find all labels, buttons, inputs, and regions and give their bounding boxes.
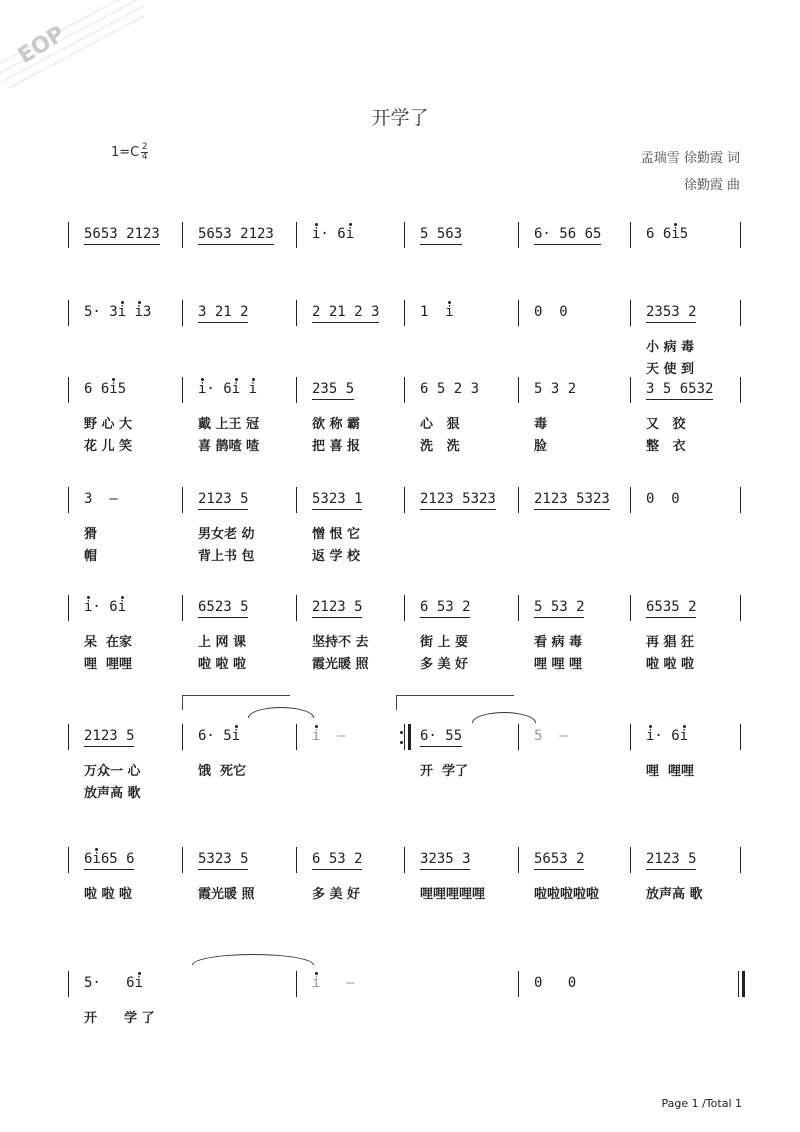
octave-dot: [235, 725, 238, 728]
lyric-text: 喜 鹊喳 喳: [198, 439, 260, 454]
barline: [740, 595, 741, 621]
beam-line: [84, 746, 134, 747]
beam-line: [534, 244, 601, 245]
octave-dot: [252, 378, 255, 381]
measure-notes: 3 5 6532: [646, 381, 714, 397]
tie-arc: [472, 712, 536, 723]
barline: [518, 971, 519, 997]
beam-line: [312, 322, 379, 323]
measure-notes: 5653 2123: [198, 226, 274, 242]
measure-notes: 6 6i5: [84, 381, 127, 397]
lyric-text: 看 病 毒: [534, 635, 583, 650]
time-signature: [141, 143, 148, 162]
beam-line: [420, 509, 496, 510]
measure-notes: 3235 3: [420, 851, 471, 867]
barline: [68, 595, 69, 621]
barline: [518, 300, 519, 326]
barline: [68, 847, 69, 873]
lyric-text: 霞光暖 照: [312, 657, 369, 672]
lyric-text: 啦啦啦啦啦: [534, 887, 600, 902]
barline: [182, 595, 183, 621]
barline: [404, 724, 405, 750]
measure-notes: i· 6i: [84, 599, 127, 615]
lyric-text: 哩 哩 哩: [534, 657, 583, 672]
measure-notes: 5653 2: [534, 851, 585, 867]
measure-notes: 3 –: [84, 491, 118, 507]
lyric-text: 放声高 歌: [84, 786, 141, 801]
barline: [296, 847, 297, 873]
tie-arc: [192, 954, 314, 965]
barline: [740, 377, 741, 403]
octave-dot: [649, 725, 652, 728]
barline: [182, 487, 183, 513]
barline: [404, 300, 405, 326]
measure-notes: 6523 5: [198, 599, 249, 615]
barline: [630, 847, 631, 873]
beam-line: [420, 746, 462, 747]
barline: [68, 487, 69, 513]
lyric-text: 帽: [84, 549, 98, 564]
measure-notes: 2123 5: [312, 599, 363, 615]
song-title: 开学了: [371, 107, 429, 129]
measure-notes: 0 0: [534, 975, 577, 991]
lyric-text: 万众一 心: [84, 764, 141, 779]
measure-notes: 3 21 2: [198, 304, 249, 320]
barline: [182, 222, 183, 248]
measure-notes: 5323 1: [312, 491, 363, 507]
lyric-text: 霞光暖 照: [198, 887, 255, 902]
lyric-text: 多 美 好: [420, 657, 469, 672]
beam-line: [84, 244, 160, 245]
measure-notes: 5 53 2: [534, 599, 585, 615]
measure-notes: 5653 2123: [84, 226, 160, 242]
beam-line: [84, 869, 134, 870]
barline: [740, 724, 741, 750]
lyric-text: 猾: [84, 527, 98, 542]
volta-bracket-1: [182, 695, 290, 710]
beam-line: [646, 869, 696, 870]
barline: [182, 724, 183, 750]
measure-notes: 6 6i5: [646, 226, 689, 242]
lyric-text: 又 狡: [646, 417, 686, 432]
lyric-text: 心 狠: [420, 417, 460, 432]
lyric-text: 哩 哩哩: [84, 657, 133, 672]
barline: [296, 377, 297, 403]
repeat-dot: [400, 741, 403, 744]
lyric-text: 把 喜 报: [312, 439, 361, 454]
measure-notes: 5· 6i: [84, 975, 144, 991]
octave-dot: [315, 223, 318, 226]
measure-notes: 6· 55: [420, 728, 463, 744]
lyric-text: 脸: [534, 439, 548, 454]
measure-notes: 6· 56 65: [534, 226, 602, 242]
lyric-text: 饿 死它: [198, 764, 247, 779]
barline: [738, 971, 739, 997]
lyric-text: 小 病 毒: [646, 340, 695, 355]
octave-dot: [121, 596, 124, 599]
lyric-text: 男女老 幼: [198, 527, 255, 542]
measure-notes: 2 21 2 3: [312, 304, 380, 320]
lyric-text: 坚持不 去: [312, 635, 369, 650]
barline: [296, 971, 297, 997]
measure-notes: 5 –: [534, 728, 568, 744]
key-label: 1=C: [111, 145, 140, 160]
beam-line: [198, 322, 248, 323]
repeat-dot: [400, 731, 403, 734]
lyric-text: 戴 上王 冠: [198, 417, 260, 432]
lyric-text: 憎 恨 它: [312, 527, 361, 542]
beam-line: [420, 617, 470, 618]
barline: [68, 971, 69, 997]
lyric-text: 背上书 包: [198, 549, 255, 564]
measure-notes: i –: [312, 975, 355, 991]
lyric-text: 再 猖 狂: [646, 635, 695, 650]
measure-notes: 2123 5: [646, 851, 697, 867]
eop-watermark-logo: [0, 0, 144, 88]
barline: [296, 300, 297, 326]
measure-notes: i· 6i i: [198, 381, 258, 397]
measure-notes: 5 3 2: [534, 381, 577, 397]
barline: [630, 222, 631, 248]
lyric-text: 返 学 校: [312, 549, 361, 564]
time-numerator: 2: [141, 142, 148, 152]
measure-notes: 2123 5: [84, 728, 135, 744]
barline: [518, 595, 519, 621]
beam-line: [534, 617, 584, 618]
measure-notes: 6 5 2 3: [420, 381, 480, 397]
barline: [630, 487, 631, 513]
measure-notes: 6· 5i: [198, 728, 241, 744]
barline: [518, 222, 519, 248]
octave-dot: [674, 223, 677, 226]
measure-notes: 2123 5323: [420, 491, 496, 507]
measure-notes: 6 53 2: [420, 599, 471, 615]
measure-notes: 2353 2: [646, 304, 697, 320]
measure-notes: 6 53 2: [312, 851, 363, 867]
octave-dot: [683, 725, 686, 728]
lyric-text: 天 使 到: [646, 362, 695, 377]
beam-line: [646, 617, 696, 618]
octave-dot: [138, 301, 141, 304]
volta-bracket-2: [396, 695, 514, 710]
lyric-text: 花 儿 笑: [84, 439, 133, 454]
barline: [182, 377, 183, 403]
measure-notes: 0 0: [534, 304, 568, 320]
lyric-text: 上 网 课: [198, 635, 247, 650]
lyric-text: 多 美 好: [312, 887, 361, 902]
beam-line: [534, 869, 584, 870]
measure-notes: 1 i: [420, 304, 454, 320]
barline: [404, 847, 405, 873]
octave-dot: [349, 223, 352, 226]
composer-credit: 徐勤霞 曲: [683, 178, 740, 193]
barline: [404, 595, 405, 621]
repeat-barline: [408, 724, 411, 750]
measure-notes: 6535 2: [646, 599, 697, 615]
barline: [68, 300, 69, 326]
barline: [518, 377, 519, 403]
octave-dot: [95, 848, 98, 851]
beam-line: [646, 399, 713, 400]
barline: [68, 222, 69, 248]
final-barline: [742, 971, 745, 997]
lyric-text: 欲 称 霸: [312, 417, 361, 432]
barline: [182, 847, 183, 873]
lyric-text: 哩哩哩哩哩: [420, 887, 486, 902]
lyric-text: 啦 啦 啦: [198, 657, 247, 672]
octave-dot: [315, 972, 318, 975]
beam-line: [198, 244, 274, 245]
barline: [68, 724, 69, 750]
beam-line: [312, 509, 362, 510]
beam-line: [312, 869, 362, 870]
octave-dot: [448, 301, 451, 304]
lyric-text: 整 衣: [646, 439, 686, 454]
barline: [740, 487, 741, 513]
measure-notes: 5323 5: [198, 851, 249, 867]
lyricist-credit: 孟瑞雪 徐勤霞 词: [640, 151, 740, 166]
beam-line: [198, 509, 248, 510]
barline: [296, 724, 297, 750]
key-signature: [111, 143, 148, 162]
beam-line: [420, 244, 462, 245]
octave-dot: [315, 725, 318, 728]
measure-notes: i –: [312, 728, 346, 744]
barline: [518, 847, 519, 873]
lyric-text: 哩 哩哩: [646, 764, 695, 779]
beam-line: [198, 869, 248, 870]
barline: [740, 222, 741, 248]
barline: [740, 847, 741, 873]
barline: [296, 487, 297, 513]
lyric-text: 呆 在家: [84, 635, 133, 650]
measure-notes: 2123 5: [198, 491, 249, 507]
barline: [296, 595, 297, 621]
measure-notes: 235 5: [312, 381, 355, 397]
measure-notes: 0 0: [646, 491, 680, 507]
barline: [630, 595, 631, 621]
octave-dot: [121, 301, 124, 304]
beam-line: [534, 509, 610, 510]
beam-line: [420, 869, 470, 870]
lyric-text: 放声高 歌: [646, 887, 703, 902]
barline: [296, 222, 297, 248]
lyric-text: 啦 啦 啦: [84, 887, 133, 902]
measure-notes: i· 6i: [312, 226, 355, 242]
octave-dot: [112, 378, 115, 381]
barline: [740, 300, 741, 326]
barline: [630, 377, 631, 403]
lyric-text: 开 学了: [420, 764, 469, 779]
beam-line: [198, 617, 248, 618]
time-denominator: 4: [141, 152, 148, 162]
octave-dot: [138, 972, 141, 975]
barline: [630, 300, 631, 326]
barline: [404, 222, 405, 248]
measure-notes: 2123 5323: [534, 491, 610, 507]
octave-dot: [201, 378, 204, 381]
barline: [630, 724, 631, 750]
octave-dot: [87, 596, 90, 599]
beam-line: [312, 617, 362, 618]
barline: [404, 377, 405, 403]
lyric-text: 洗 洗: [420, 439, 460, 454]
barline: [518, 724, 519, 750]
barline: [68, 377, 69, 403]
barline: [404, 487, 405, 513]
barline: [182, 300, 183, 326]
lyric-text: 街 上 耍: [420, 635, 469, 650]
measure-notes: 6i65 6: [84, 851, 135, 867]
page-footer: Page 1 /Total 1: [661, 1097, 742, 1110]
lyric-text: 野 心 大: [84, 417, 133, 432]
lyric-text: 毒: [534, 417, 548, 432]
lyric-text: 开 学 了: [84, 1011, 155, 1026]
measure-notes: i· 6i: [646, 728, 689, 744]
watermark-text: EOP: [13, 21, 70, 70]
measure-notes: 5· 3i i3: [84, 304, 152, 320]
beam-line: [646, 322, 696, 323]
measure-notes: 5 563: [420, 226, 463, 242]
octave-dot: [235, 378, 238, 381]
tie-arc: [248, 707, 314, 718]
beam-line: [312, 399, 354, 400]
barline: [518, 487, 519, 513]
lyric-text: 啦 啦 啦: [646, 657, 695, 672]
